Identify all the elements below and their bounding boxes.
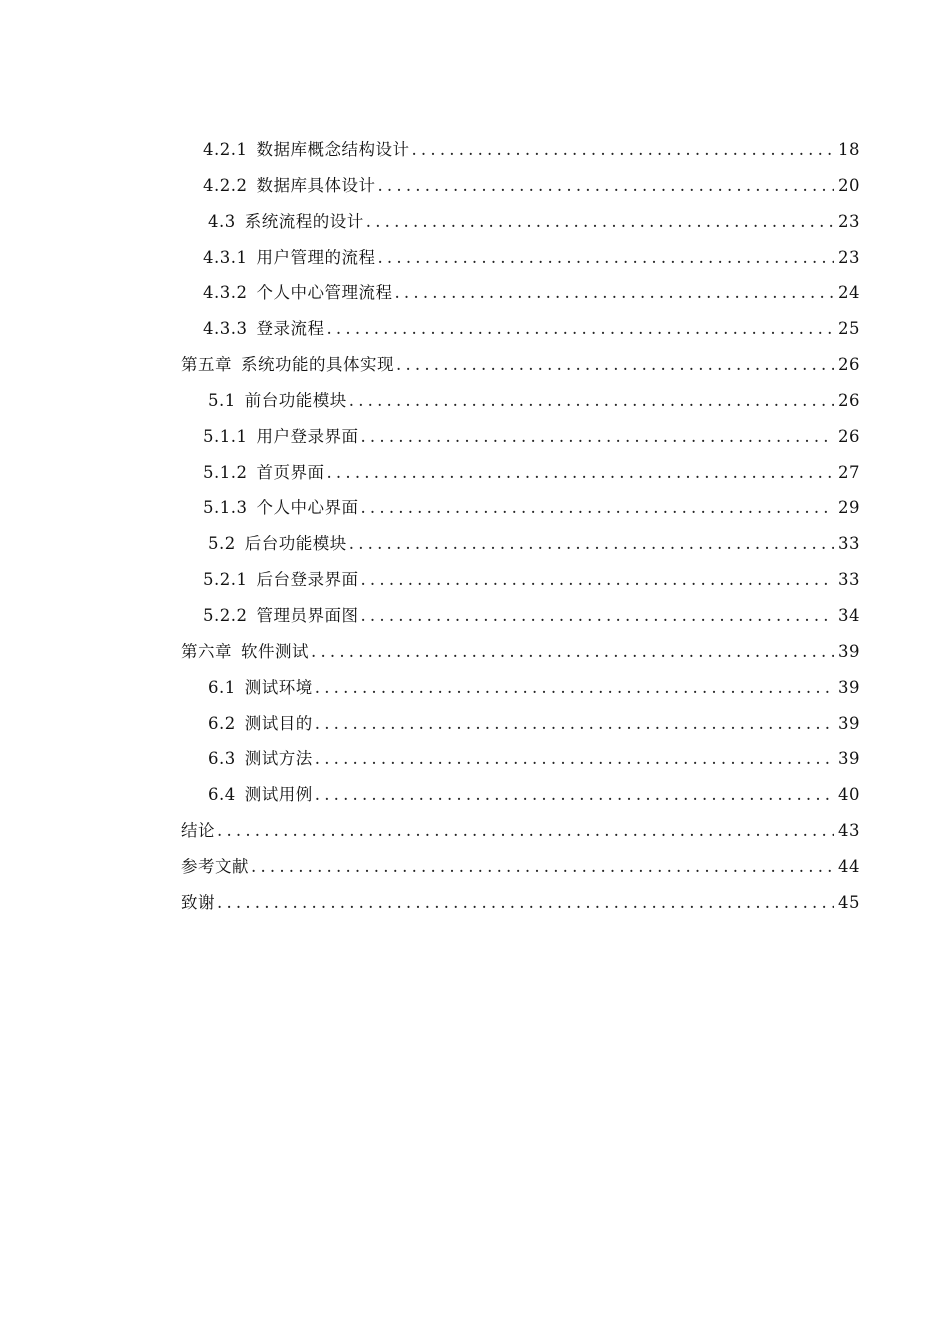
toc-entry[interactable]	[181, 634, 860, 670]
toc-dot-leader	[315, 706, 834, 742]
toc-entry-title: 用户管理的流程	[256, 247, 376, 267]
toc-entry-page-number: 39	[838, 749, 860, 769]
toc-entry-page-number: 40	[838, 785, 860, 805]
toc-entry-number: 4.3.2	[203, 283, 248, 303]
toc-entry-number: 4.2.2	[203, 175, 248, 195]
toc-entry-number: 4.3.3	[203, 319, 248, 339]
toc-dot-leader	[394, 275, 834, 311]
toc-dot-leader	[349, 526, 834, 562]
toc-entry-page-number: 39	[838, 677, 860, 697]
toc-entry[interactable]	[181, 490, 860, 526]
toc-entry[interactable]	[181, 311, 860, 347]
toc-entry[interactable]	[181, 885, 860, 921]
toc-entry[interactable]	[181, 706, 860, 742]
toc-entry-number: 6.3	[208, 749, 236, 769]
toc-entry-page-number: 33	[838, 570, 860, 590]
toc-entry-page-number: 26	[838, 426, 860, 446]
toc-entry-page-number: 26	[838, 390, 860, 410]
toc-entry[interactable]	[181, 562, 860, 598]
toc-entry-page-number: 24	[838, 283, 860, 303]
toc-entry-number: 6.4	[208, 785, 236, 805]
toc-dot-leader	[217, 885, 834, 921]
toc-entry-number: 4.3	[208, 211, 236, 231]
toc-entry-number: 6.2	[208, 713, 236, 733]
toc-entry-title: 个人中心管理流程	[256, 283, 393, 303]
toc-entry[interactable]	[181, 132, 860, 168]
toc-entry-number: 5.1.1	[203, 426, 248, 446]
toc-entry-page-number: 39	[838, 713, 860, 733]
toc-dot-leader	[360, 419, 834, 455]
toc-entry-title: 管理员界面图	[256, 605, 359, 625]
toc-entry-title: 测试方法	[244, 749, 313, 769]
toc-entry-title: 系统功能的具体实现	[241, 355, 394, 375]
toc-dot-leader	[360, 490, 834, 526]
toc-entry-page-number: 26	[838, 355, 860, 375]
toc-entry[interactable]	[181, 275, 860, 311]
toc-dot-leader	[326, 455, 834, 491]
toc-entry-page-number: 45	[838, 892, 860, 912]
toc-entry-page-number: 43	[838, 821, 860, 841]
toc-entry-title: 后台登录界面	[256, 570, 359, 590]
toc-entry-title: 用户登录界面	[256, 426, 359, 446]
toc-entry-title: 数据库具体设计	[256, 175, 376, 195]
toc-entry[interactable]	[181, 347, 860, 383]
toc-entry[interactable]	[181, 813, 860, 849]
toc-entry[interactable]	[181, 849, 860, 885]
toc-dot-leader	[360, 562, 834, 598]
toc-dot-leader	[217, 813, 834, 849]
toc-entry-title: 数据库概念结构设计	[256, 140, 410, 159]
toc-entry[interactable]	[181, 526, 860, 562]
toc-entry-title: 前台功能模块	[244, 390, 347, 410]
toc-dot-leader	[396, 347, 834, 383]
toc-entry-number: 5.1.2	[203, 462, 248, 482]
toc-entry[interactable]	[181, 240, 860, 276]
toc-entry-page-number: 29	[838, 498, 860, 518]
toc-entry-number: 4.2.1	[203, 140, 248, 159]
toc-entry-number: 第五章	[181, 355, 232, 375]
toc-dot-leader	[411, 132, 834, 168]
table-of-contents	[181, 132, 860, 921]
toc-dot-leader	[349, 383, 834, 419]
toc-dot-leader	[326, 311, 834, 347]
toc-entry-number: 5.1.3	[203, 498, 248, 518]
toc-entry-title: 后台功能模块	[244, 534, 347, 554]
toc-entry-title: 测试用例	[244, 785, 313, 805]
toc-entry[interactable]	[181, 670, 860, 706]
toc-entry-page-number: 33	[838, 534, 860, 554]
toc-dot-leader	[360, 598, 834, 634]
toc-entry-number: 5.1	[208, 390, 236, 410]
toc-dot-leader	[315, 741, 834, 777]
toc-entry-title: 首页界面	[256, 462, 325, 482]
toc-dot-leader	[315, 777, 834, 813]
toc-entry-page-number: 39	[838, 641, 860, 661]
toc-dot-leader	[311, 634, 834, 670]
toc-entry-page-number: 23	[838, 247, 860, 267]
toc-dot-leader	[377, 240, 834, 276]
toc-entry-number: 第六章	[181, 641, 232, 661]
toc-entry-page-number: 23	[838, 211, 860, 231]
toc-entry-page-number: 27	[838, 462, 860, 482]
toc-dot-leader	[377, 168, 834, 204]
toc-entry[interactable]	[181, 419, 860, 455]
toc-entry[interactable]	[181, 741, 860, 777]
toc-entry-title: 测试环境	[244, 677, 313, 697]
toc-entry-number: 5.2.2	[203, 605, 248, 625]
toc-entry[interactable]	[181, 168, 860, 204]
toc-entry-title: 软件测试	[241, 641, 309, 661]
toc-dot-leader	[315, 670, 834, 706]
toc-entry[interactable]	[181, 204, 860, 240]
toc-entry-title: 结论	[181, 821, 215, 841]
toc-entry-title: 系统流程的设计	[244, 211, 364, 231]
toc-entry-number: 5.2.1	[203, 570, 248, 590]
toc-entry-title: 登录流程	[256, 319, 325, 339]
toc-entry[interactable]	[181, 455, 860, 491]
toc-entry-page-number: 34	[838, 605, 860, 625]
toc-entry-number: 6.1	[208, 677, 236, 697]
toc-entry-page-number: 18	[838, 140, 860, 159]
toc-entry[interactable]	[181, 598, 860, 634]
toc-entry-page-number: 44	[838, 856, 860, 876]
toc-entry-number: 4.3.1	[203, 247, 248, 267]
toc-entry[interactable]	[181, 777, 860, 813]
toc-dot-leader	[251, 849, 834, 885]
toc-entry-title: 个人中心界面	[256, 498, 359, 518]
toc-dot-leader	[366, 204, 834, 240]
toc-entry-number: 5.2	[208, 534, 236, 554]
toc-entry-title: 参考文献	[181, 856, 249, 876]
toc-entry-title: 致谢	[181, 892, 215, 912]
toc-entry-title: 测试目的	[244, 713, 313, 733]
toc-entry[interactable]	[181, 383, 860, 419]
toc-entry-page-number: 25	[838, 319, 860, 339]
toc-entry-page-number: 20	[838, 175, 860, 195]
